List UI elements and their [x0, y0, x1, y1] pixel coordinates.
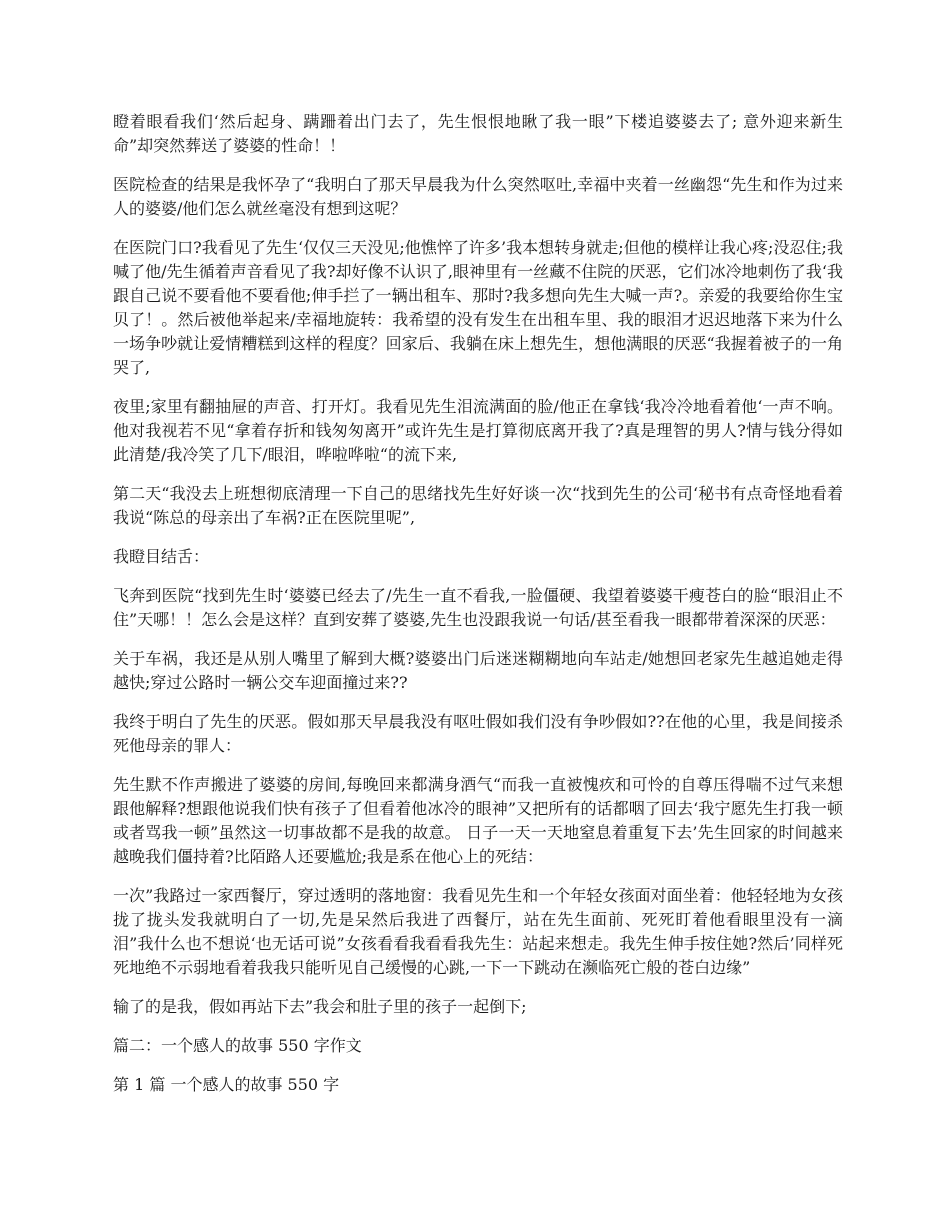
paragraph: 输了的是我，假如再站下去”我会和肚子里的孩子一起倒下; — [113, 997, 527, 1016]
paragraph: 先生默不作声搬进了婆婆的房间,每晚回来都满身酒气“而我一直被愧疚和可怜的自尊压得喘不过气来想跟他解释?想跟他说我们快有孩子了但看着他冰冷的眼神”又把所有的话都咽了回去‘我宁愿先生打我一顿或者骂我一顿”虽然这一切事故都不是我的故意。 日子一天一天地窒息着重复下去’先生回家的时间越来越晚我们僵持着?比陌路人还要尴尬;我是系在他心上的死结： — [113, 775, 843, 866]
paragraph: 在医院门口?我看见了先生‘仅仅三天没见;他憔悴了许多’我本想转身就走;但他的模样让我心疼;没忍住;我喊了他/先生循着声音看见了我?却好像不认识了,眼神里有一丝藏不住院的厌恶，它们冰冷地刺伤了我‘我跟自己说不要看他不要看他;伸手拦了一辆出租车、那时?我多想向先生大喊一声?。亲爱的我要给你生宝贝了！。然后被他举起来/幸福地旋转：我希望的没有发生在出租车里、我的眼泪才迟迟地落下来为什么一场争吵就让爱情糟糕到这样的程度？回家后、我躺在床上想先生，想他满眼的厌恶“我握着被子的一角哭了, — [113, 238, 843, 377]
paragraph: 瞪着眼看我们‘然后起身、蹒跚着出门去了，先生恨恨地瞅了我一眼”下楼追婆婆去了; 意外迎来新生命”却突然葬送了婆婆的性命！！ — [113, 112, 843, 155]
paragraph: 关于车祸，我还是从别人嘴里了解到大概?婆婆出门后迷迷糊糊地向车站走/她想回老家先生越追她走得越快;穿过公路时一辆公交车迎面撞过来?? — [113, 649, 843, 692]
section-heading: 篇二：一个感人的故事 550 字作文 — [113, 1036, 362, 1055]
subsection-heading: 第 1 篇 一个感人的故事 550 字 — [113, 1075, 340, 1094]
paragraph: 一次”我路过一家西餐厅，穿过透明的落地窗：我看见先生和一个年轻女孩面对面坐着：他轻轻地为女孩拢了拢头发我就明白了一切,先是呆然后我进了西餐厅，站在先生面前、死死盯着他看眼里没有一滴泪”我什么也不想说‘也无话可说”女孩看看我看看我先生：站起来想走。我先生伸手按住她?然后’同样死死地绝不示弱地看着我我只能听见自己缓慢的心跳,一下一下跳动在濒临死亡般的苍白边缘” — [113, 886, 843, 977]
paragraph: 夜里;家里有翻抽屉的声音、打开灯。我看见先生泪流满面的脸/他正在拿钱‘我冷冷地看着他‘一声不响。他对我视若不见“拿着存折和钱匆匆离开”或许先生是打算彻底离开我了?真是理智的男人?情与钱分得如此清楚/我冷笑了几下/眼泪，哗啦哗啦“的流下来, — [113, 397, 843, 464]
document-body — [113, 110, 843, 1112]
paragraph: 我终于明白了先生的厌恶。假如那天早晨我没有呕吐假如我们没有争吵假如??在他的心里，我是间接杀死他母亲的罪人： — [113, 712, 843, 755]
paragraph: 飞奔到医院“找到先生时‘婆婆已经去了/先生一直不看我,一脸僵硬、我望着婆婆干瘦苍白的脸“眼泪止不住”天哪！！怎么会是这样？直到安葬了婆婆,先生也没跟我说一句话/甚至看我一眼都带着深深的厌恶： — [113, 586, 843, 629]
paragraph: 我瞪目结舌： — [113, 547, 210, 566]
paragraph: 医院检查的结果是我怀孕了“我明白了那天早晨我为什么突然呕吐,幸福中夹着一丝幽怨“先生和作为过来人的婆婆/他们怎么就丝毫没有想到这呢？ — [113, 175, 843, 218]
paragraph: 第二天“我没去上班想彻底清理一下自己的思绪找先生好好谈一次“找到先生的公司‘秘书有点奇怪地看着我说“陈总的母亲出了车祸?正在医院里呢”, — [113, 484, 843, 527]
